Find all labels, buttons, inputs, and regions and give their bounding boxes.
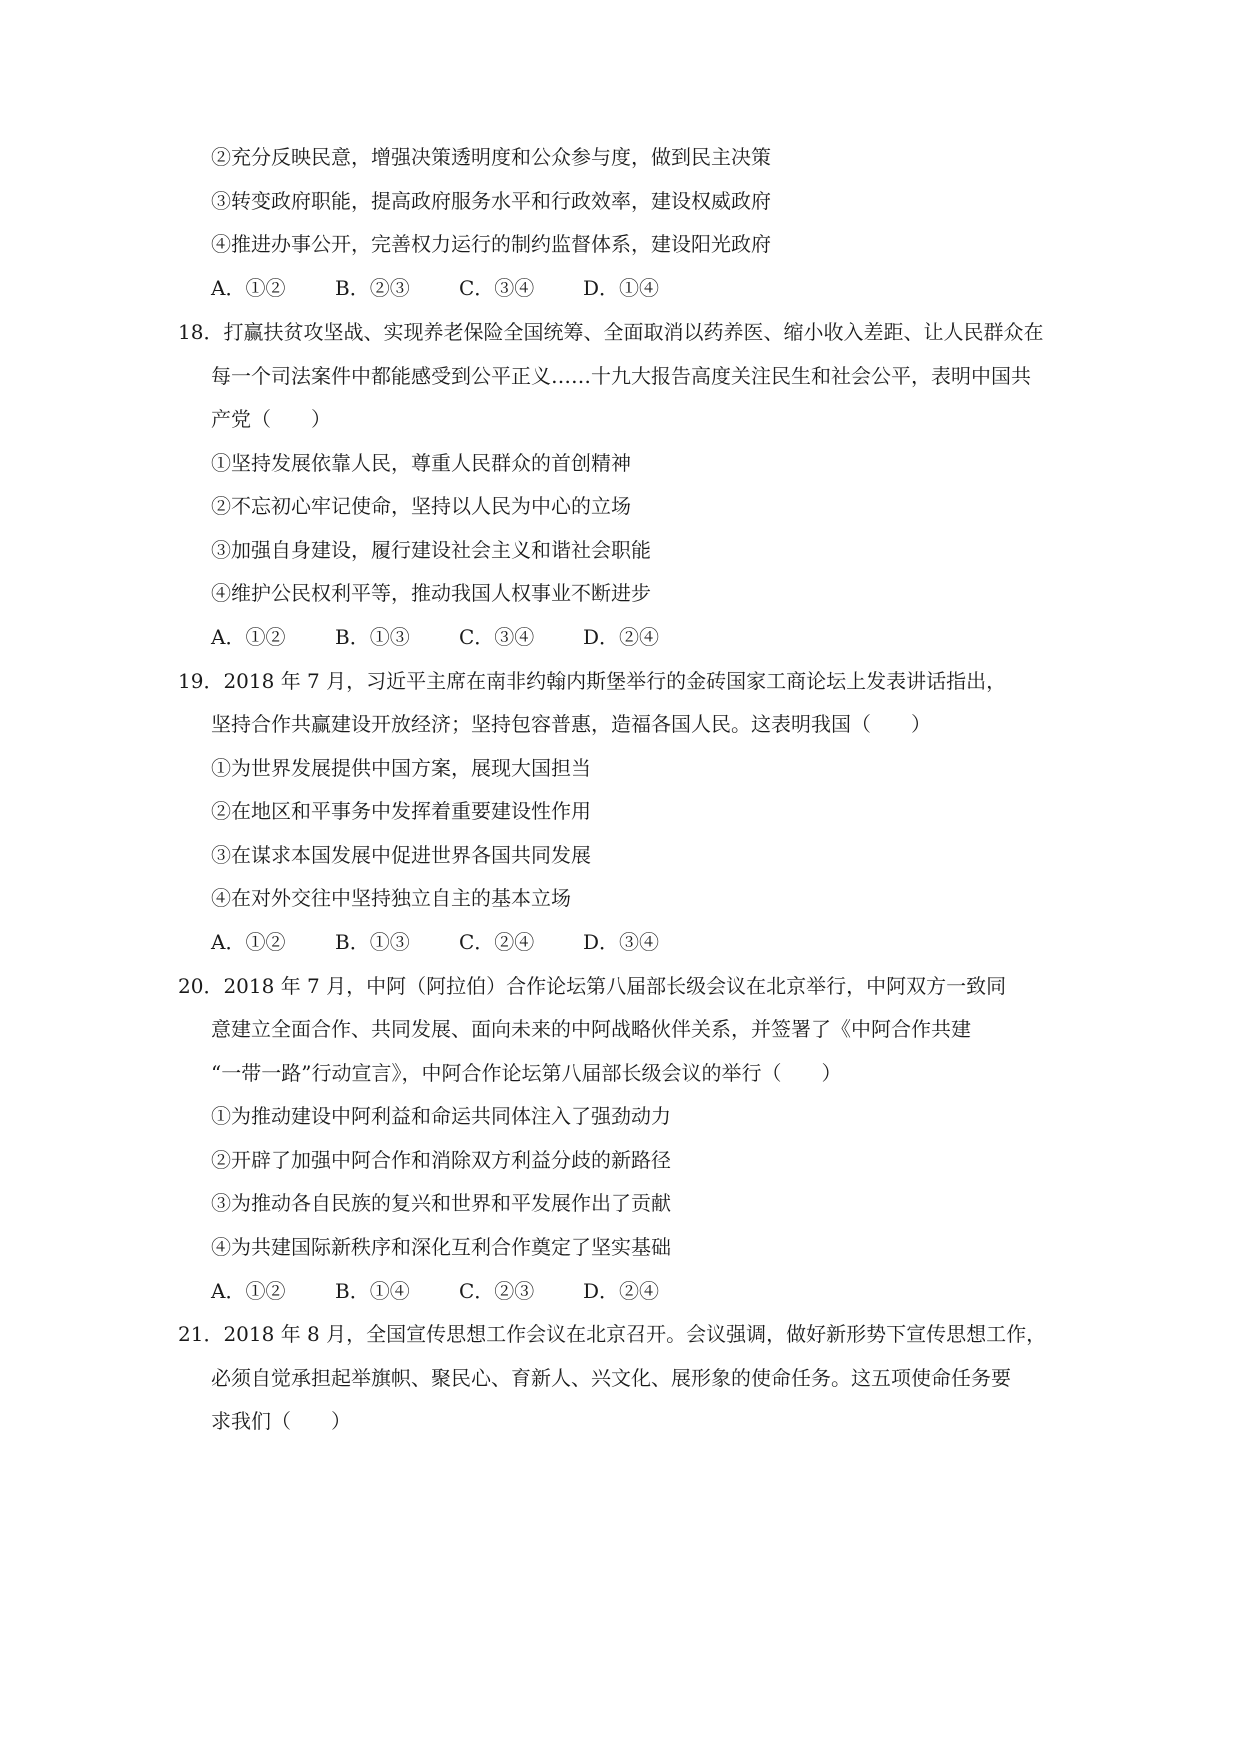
q20-option-4: ④为共建国际新秩序和深化互利合作奠定了坚实基础: [211, 1235, 671, 1259]
q20-answer-choices: [211, 1277, 707, 1305]
q17-choice-b: B．②③: [335, 276, 410, 300]
q18-stem-line-3: 产党（ ）: [211, 407, 331, 431]
q18-option-2: ②不忘初心牢记使命，坚持以人民为中心的立场: [211, 494, 631, 518]
q18-choice-c: C．③④: [459, 625, 535, 649]
q19-answer-choices: [211, 928, 707, 956]
q17-choice-a: A．①②: [211, 276, 286, 300]
q17-answer-choices: [211, 274, 707, 302]
q17-option-4: ④推进办事公开，完善权力运行的制约监督体系，建设阳光政府: [211, 232, 771, 256]
q20-choice-b: B．①④: [335, 1279, 410, 1303]
q21-stem-line-3: 求我们（ ）: [211, 1409, 351, 1433]
q18-option-4: ④维护公民权利平等，推动我国人权事业不断进步: [211, 581, 651, 605]
q19-choice-d: D．③④: [583, 930, 660, 954]
q19-stem-line-2: 坚持合作共赢建设开放经济；坚持包容普惠，造福各国人民。这表明我国（ ）: [211, 712, 931, 736]
q20-option-3: ③为推动各自民族的复兴和世界和平发展作出了贡献: [211, 1191, 671, 1215]
q19-choice-c: C．②④: [459, 930, 535, 954]
q18-choice-a: A．①②: [211, 625, 286, 649]
q19-choice-a: A．①②: [211, 930, 286, 954]
q20-choice-a: A．①②: [211, 1279, 286, 1303]
q18-answer-choices: [211, 623, 707, 651]
q19-choice-b: B．①③: [335, 930, 410, 954]
q18-stem-line-2: 每一个司法案件中都能感受到公平正义……十九大报告高度关注民生和社会公平，表明中国共: [211, 364, 1031, 388]
q21-stem-line-1: 21．2018 年 8 月，全国宣传思想工作会议在北京召开。会议强调，做好新形势下宣传思想工作，: [178, 1322, 1047, 1346]
q19-stem-line-1: 19．2018 年 7 月，习近平主席在南非约翰内斯堡举行的金砖国家工商论坛上发表讲话指出，: [178, 669, 1007, 693]
q20-stem-line-3: “一带一路”行动宣言》，中阿合作论坛第八届部长级会议的举行（ ）: [211, 1061, 842, 1085]
q18-stem-line-1: 18．打赢扶贫攻坚战、实现养老保险全国统筹、全面取消以药养医、缩小收入差距、让人民群众在: [178, 320, 1044, 344]
q17-option-3: ③转变政府职能，提高政府服务水平和行政效率，建设权威政府: [211, 189, 771, 213]
q20-option-2: ②开辟了加强中阿合作和消除双方利益分歧的新路径: [211, 1148, 671, 1172]
q18-choice-d: D．②④: [583, 625, 660, 649]
q17-choice-c: C．③④: [459, 276, 535, 300]
q20-stem-line-2: 意建立全面合作、共同发展、面向未来的中阿战略伙伴关系，并签署了《中阿合作共建: [211, 1017, 971, 1041]
q19-option-1: ①为世界发展提供中国方案，展现大国担当: [211, 756, 591, 780]
q19-option-4: ④在对外交往中坚持独立自主的基本立场: [211, 886, 571, 910]
q18-option-3: ③加强自身建设，履行建设社会主义和谐社会职能: [211, 538, 651, 562]
q18-choice-b: B．①③: [335, 625, 410, 649]
q19-option-2: ②在地区和平事务中发挥着重要建设性作用: [211, 799, 591, 823]
q17-option-2: ②充分反映民意，增强决策透明度和公众参与度，做到民主决策: [211, 145, 771, 169]
q21-stem-line-2: 必须自觉承担起举旗帜、聚民心、育新人、兴文化、展形象的使命任务。这五项使命任务要: [211, 1366, 1011, 1390]
q20-stem-line-1: 20．2018 年 7 月，中阿（阿拉伯）合作论坛第八届部长级会议在北京举行，中阿双方一致同: [178, 974, 1007, 998]
q20-choice-d: D．②④: [583, 1279, 660, 1303]
q20-option-1: ①为推动建设中阿利益和命运共同体注入了强劲动力: [211, 1104, 671, 1128]
q19-option-3: ③在谋求本国发展中促进世界各国共同发展: [211, 843, 591, 867]
q20-choice-c: C．②③: [459, 1279, 535, 1303]
q18-option-1: ①坚持发展依靠人民，尊重人民群众的首创精神: [211, 451, 631, 475]
q17-choice-d: D．①④: [583, 276, 660, 300]
